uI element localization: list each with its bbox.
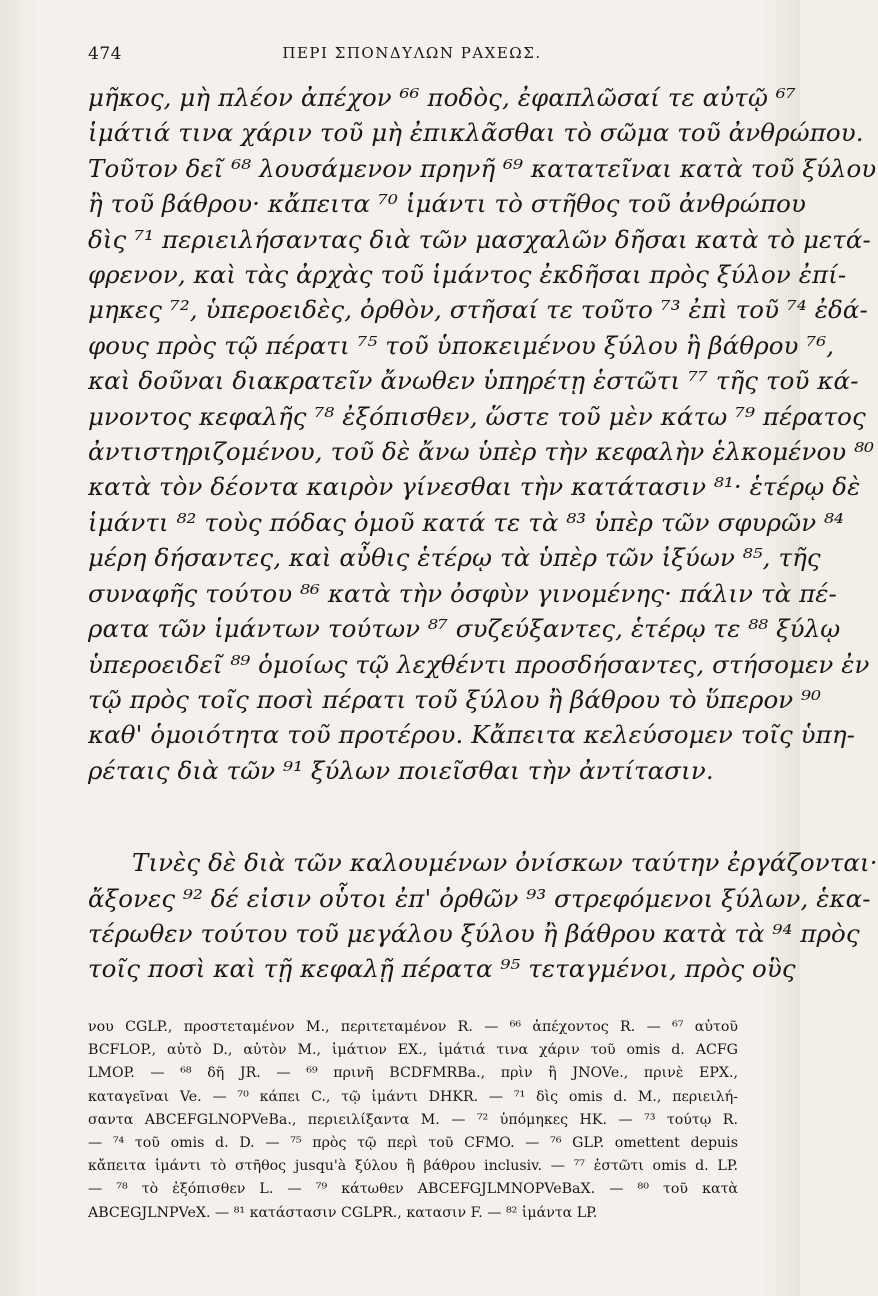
page-number: 474 — [88, 44, 122, 64]
footnote-line: — ⁷⁸ τὸ ἐξόπισθεν L. — ⁷⁹ κάτωθεν ABCEFGJLMNOPVeBaX. — ⁸⁰ τοῦ κατὰ — [88, 1181, 738, 1198]
text-line: φους πρὸς τῷ πέρατι ⁷⁵ τοῦ ὑποκειμένου ξύλου ἢ βάθρου ⁷⁶, — [88, 330, 835, 360]
footnote-line: νου CGLP., προστεταμένον M., περιτεταμένον R. — ⁶⁶ ἀπέχοντος R. — ⁶⁷ αὐτοῦ — [88, 1019, 738, 1035]
text-line: ἀντιστηριζομένου, τοῦ δὲ ἄνω ὑπὲρ τὴν κεφαλὴν ἑλκομένου ⁸⁰ — [88, 437, 875, 467]
text-line: ὑπεροειδεῖ ⁸⁹ ὁμοίως τῷ λεχθέντι προσδήσαντες, στήσομεν ἐν — [88, 649, 870, 679]
text-line: ἢ τοῦ βάθρου· κἄπειτα ⁷⁰ ἱμάντι τὸ στῆθος τοῦ ἀνθρώπου — [88, 189, 806, 219]
paragraph-1 — [88, 80, 877, 788]
footnote-line: καταγεῖναι Ve. — ⁷⁰ κάπει C., τῷ ἱμάντι DHKR. — ⁷¹ δὶς omis d. M., περιειλή- — [88, 1088, 738, 1105]
text-line: τῷ πρὸς τοῖς ποσὶ πέρατι τοῦ ξύλου ἢ βάθρου τὸ ὕπερον ⁹⁰ — [88, 684, 822, 714]
text-line: τοῖς ποσὶ καὶ τῇ κεφαλῇ πέρατα ⁹⁵ τεταγμένοι, πρὸς οὓς — [88, 954, 796, 984]
text-line: ἱμάντι ⁸² τοὺς πόδας ὁμοῦ κατά τε τὰ ⁸³ ὑπὲρ τῶν σφυρῶν ⁸⁴ — [88, 507, 844, 537]
footnote-line: BCFLOP., αὐτὸ D., αὐτὸν M., ἱμάτιον EX., ἱμάτιά τινα χάριν τοῦ omis d. ACFG — [88, 1042, 738, 1059]
text-line: συναφῆς τούτου ⁸⁶ κατὰ τὴν ὀσφὺν γινομένης· πάλιν τὰ πέ- — [88, 578, 837, 608]
text-line: ρέταις διὰ τῶν ⁹¹ ξύλων ποιεῖσθαι τὴν ἀντίτασιν. — [88, 755, 714, 785]
running-title: ΠΕΡΙ ΣΠΟΝΔΥΛΩΝ ΡΑΧΕΩΣ. — [282, 44, 542, 62]
text-line: καθ' ὁμοιότητα τοῦ προτέρου. Κἄπειτα κελεύσομεν τοῖς ὑπη- — [88, 720, 856, 750]
text-line: μηκες ⁷², ὑπεροειδὲς, ὀρθὸν, στῆσαί τε τοῦτο ⁷³ ἐπὶ τοῦ ⁷⁴ ἐδά- — [88, 295, 868, 325]
text-line: φρενον, καὶ τὰς ἀρχὰς τοῦ ἱμάντος ἐκδῆσαι πρὸς ξύλον ἐπί- — [88, 260, 847, 290]
text-line: ρατα τῶν ἱμάντων τούτων ⁸⁷ συζεύξαντες, ἑτέρῳ τε ⁸⁸ ξύλῳ — [88, 614, 841, 644]
text-line: μέρη δήσαντες, καὶ αὖθις ἑτέρῳ τὰ ὑπὲρ τῶν ἰξύων ⁸⁵, τῆς — [88, 543, 821, 573]
paragraph-gap — [88, 788, 738, 845]
text-line: μνοντος κεφαλῆς ⁷⁸ ἐξόπισθεν, ὥστε τοῦ μὲν κάτω ⁷⁹ πέρατος — [88, 401, 866, 431]
text-line: κατὰ τὸν δέοντα καιρὸν γίνεσθαι τὴν κατάτασιν ⁸¹· ἑτέρῳ δὲ — [88, 472, 861, 502]
main-text — [88, 80, 878, 987]
footnotes — [88, 1016, 738, 1225]
page-header — [88, 44, 736, 74]
footnote-line: κἄπειτα ἱμάντι τὸ στῆθος jusqu'à ξύλου ἢ βάθρου inclusiv. — ⁷⁷ ἑστῶτι omis d. LP. — [88, 1158, 738, 1175]
text-line: ἱμάτιά τινα χάριν τοῦ μὴ ἐπικλᾶσθαι τὸ σῶμα τοῦ ἀνθρώπου. — [88, 118, 864, 148]
footnote-line: σαντα ABCEFGLNOPVeBa., περιειλίξαντα M. — ⁷² ὑπόμηκες HK. — ⁷³ τούτῳ R. — [88, 1111, 738, 1128]
text-line: δὶς ⁷¹ περιειλήσαντας διὰ τῶν μασχαλῶν δῆσαι κατὰ τὸ μετά- — [88, 224, 871, 254]
footnote-line: ABCEGJLNPVeX. — ⁸¹ κατάστασιν CGLPR., κατασιν F. — ⁸² ἱμάντα LP. — [88, 1204, 598, 1221]
text-line: τέρωθεν τούτου τοῦ μεγάλου ξύλου ἢ βάθρου κατὰ τὰ ⁹⁴ πρὸς — [88, 918, 860, 948]
text-line: ἄξονες ⁹² δέ εἰσιν οὗτοι ἐπ' ὀρθῶν ⁹³ στρεφόμενοι ξύλων, ἑκα- — [88, 883, 871, 913]
footnote-line: LMOP. — ⁶⁸ δῆ JR. — ⁶⁹ πρινῆ BCDFMRBa., πρὶν ἢ JNOVe., πρινὲ EPX., — [88, 1065, 738, 1082]
text-line: Τοῦτον δεῖ ⁶⁸ λουσάμενον πρηνῆ ⁶⁹ κατατεῖναι κατὰ τοῦ ξύλου — [88, 153, 877, 183]
text-line: Τινὲς δὲ διὰ τῶν καλουμένων ὀνίσκων ταύτην ἐργάζονται· — [132, 848, 878, 878]
footnote-line: — ⁷⁴ τοῦ omis d. D. — ⁷⁵ πρὸς τῷ περὶ τοῦ CFMO. — ⁷⁶ GLP. omettent depuis — [88, 1135, 738, 1152]
text-line: μῆκος, μὴ πλέον ἀπέχον ⁶⁶ ποδὸς, ἐφαπλῶσαί τε αὐτῷ ⁶⁷ — [88, 83, 796, 112]
text-line: καὶ δοῦναι διακρατεῖν ἄνωθεν ὑπηρέτῃ ἑστῶτι ⁷⁷ τῆς τοῦ κά- — [88, 366, 859, 396]
paragraph-2 — [88, 845, 878, 987]
